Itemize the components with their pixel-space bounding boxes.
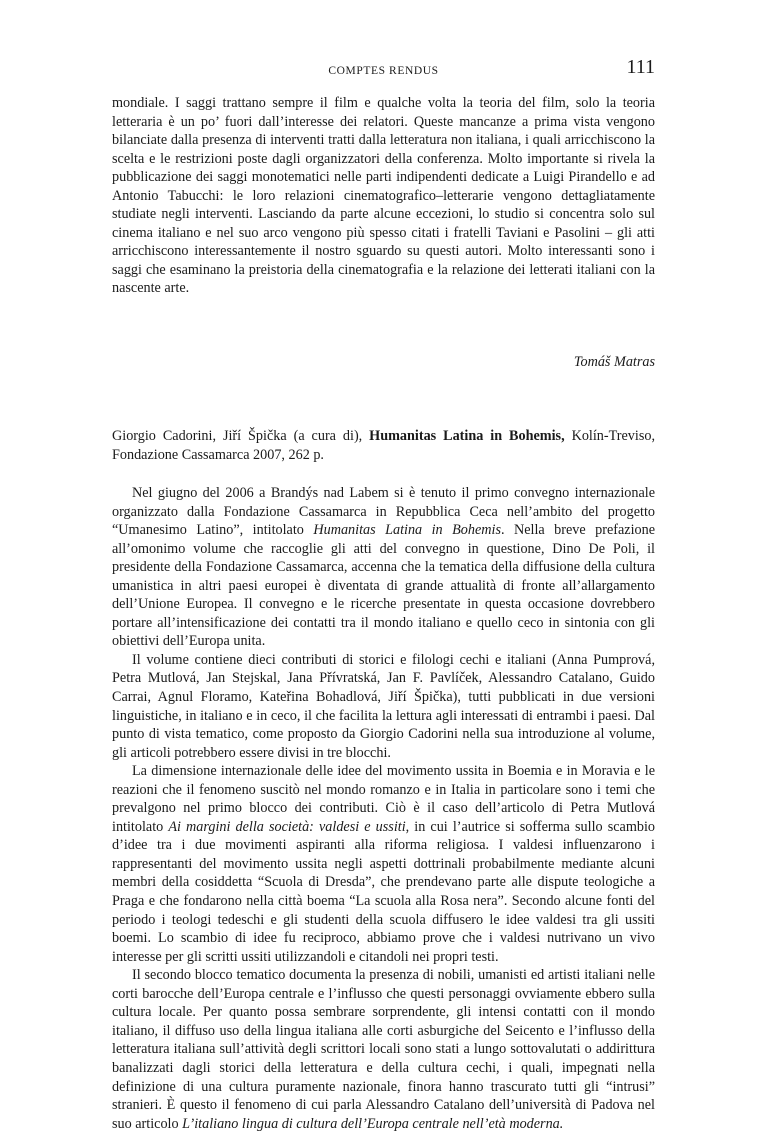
review-2-paragraph-4: [112, 966, 655, 1133]
review-2-body: [112, 484, 655, 1133]
review-2-publication: Kolín-Treviso, Fondazione Cassamarca 2007, 262 p.: [112, 428, 656, 463]
paragraph-text: La dimensione internazionale delle idee del movimento ussita in Boemia e in Moravia e le reazioni che il fenomeno suscitò nel mondo romanzo e in Italia in particolare sono i temi che prevalgono nel primo blocco dei contributi. Ciò è il caso dell’articolo di Petra Mutlová intitolato: [112, 763, 655, 835]
paragraph-text: Il secondo blocco tematico documenta la presenza di nobili, umanisti ed artisti italiani nelle corti barocche dell’Europa centrale e l’influsso che questi personaggi ovviamente ebbero sulla cultura locale. Per quanto possa sembrare sorprendente, gli intensi contatti con il mondo italiano, il diffuso uso della lingua italiana alle corti asburgiche del Seicento e l’influsso della letteratura italiana sull’attività degli scrittori locali sono stati a lungo sottovalutati o addirittura banalizzati dagli storici della letteratura e della cultura cechi, i quali, impegnati nella definizione di una cultura puramente nazionale, finora hanno trascurato tutti gli “intrusi” stranieri. È questo il fenomeno di cui parla Alessandro Catalano dell’università di Padova nel suo articolo: [112, 967, 655, 1132]
review-1-signature: Tomáš Matras: [573, 354, 655, 370]
cited-title: Ai margini della società: valdesi e ussiti: [168, 818, 406, 835]
review-1-body: [112, 94, 655, 298]
running-header: [112, 55, 655, 85]
review-1-paragraph: mondiale. I saggi trattano sempre il film e qualche volta la teoria del film, solo la teoria letteraria è un po’ fuori dall’interesse dei relatori. Queste mancanze a prima vista vengono bilanciate dalla presenza di interventi tratti dalla letteratura non italiana, i quali arricchiscono la scelta e le restrizioni poste dagli organizzatori della conferenza. Molto importante si rivela la pubblicazione dei saggi monotematici nelle parti indipendenti dedicate a Luigi Pirandello e ad Antonio Tabucchi: le loro relazioni cinematografico–letterarie vengono dettagliatamente studiate negli interventi. Lasciando da parte alcune eccezioni, lo studio si concentra solo sul cinema italiano e nel suo arco vengono più spesso citati i fratelli Taviani e Pasolini – gli atti arricchiscono interessantemente il nostro sguardo su questi autori. Molto interessanti sono i saggi che esaminano la preistoria della cinematografia e la relazione dei letterati italiani con la nascente arte.: [112, 95, 655, 297]
review-2-paragraph-1: [112, 484, 655, 651]
review-2-authors: Giorgio Cadorini, Jiří Špička (a cura di),: [112, 428, 363, 444]
review-2-book-title: Humanitas Latina in Bohemis,: [369, 428, 565, 444]
review-2-paragraph-2: Il volume contiene dieci contributi di storici e filologi cechi e italiani (Anna Pumprová, Petra Mutlová, Jan Stejskal, Jana Přívratská, Jan F. Pavlíček, Alessandro Catalano, Guido Carrai, Agnul Floramo, Kateřina Bohadlová, Jiří Špička), tutti pubblicati in due versioni linguistiche, in italiano e in ceco, il che facilita la lettura agli interessati di entrambi i paesi. Dal punto di vista tematico, come proposto da Giorgio Cadorini nella sua introduzione al volume, gli articoli potrebbero essere divisi in tre blocchi.: [112, 651, 655, 761]
cited-title: Humanitas Latina in Bohemis: [313, 522, 501, 539]
paragraph-text: Nel giugno del 2006 a Brandýs nad Labem si è tenuto il primo convegno internazionale organizzato dalla Fondazione Cassamarca in Repubblica Ceca nell’ambito del progetto “Umanesimo Latino”, intitolato: [112, 485, 655, 539]
review-2-paragraph-3: [112, 762, 655, 966]
paragraph-text: . Nella breve prefazione all’omonimo volume che raccoglie gli atti del convegno in questione, Dino De Poli, il presidente della Fondazione Cassamarca, accenna che la tematica della diffusione della cultura umanistica in altri paesi europei è diventata di grande attualità di fronte all’allargamento dell’Unione Europea. Il convegno e le ricerche presentate in questa occasione dovrebbero portare all’intensificazione dei contatti tra il mondo italiano e quello ceco in sintonia con gli obiettivi dell’Europa unita.: [112, 522, 655, 650]
review-2-bibliographic-heading: [112, 427, 655, 464]
page-number: 111: [626, 56, 655, 78]
paragraph-text: , in cui l’autrice si sofferma sullo scambio d’idee tra i due movimenti aspiranti alla riforma religiosa. I valdesi influenzarono i rappresentanti del movimento ussita negli aspetti dottrinali probabilmente mediante alcuni membri della cosiddetta “Scuola di Dresda”, che prendevano parte alle dispute teologiche a Praga e che fondarono nella città boema “La scuola alla Rosa nera”. Secondo alcune fonti del periodo i teologi tedeschi e gli studenti della scuola diffusero le idee valdesi tra gli ussiti boemi. Lo scambio di idee fu reciproco, abbiamo prove che i valdesi nutrivano un vivo interesse per gli scritti ussiti utilizzandoli e citandoli nei propri testi.: [112, 818, 655, 965]
cited-title: L’italiano lingua di cultura dell’Europa centrale nell’età moderna.: [182, 1115, 564, 1132]
running-head-title: COMPTES RENDUS: [328, 65, 439, 77]
